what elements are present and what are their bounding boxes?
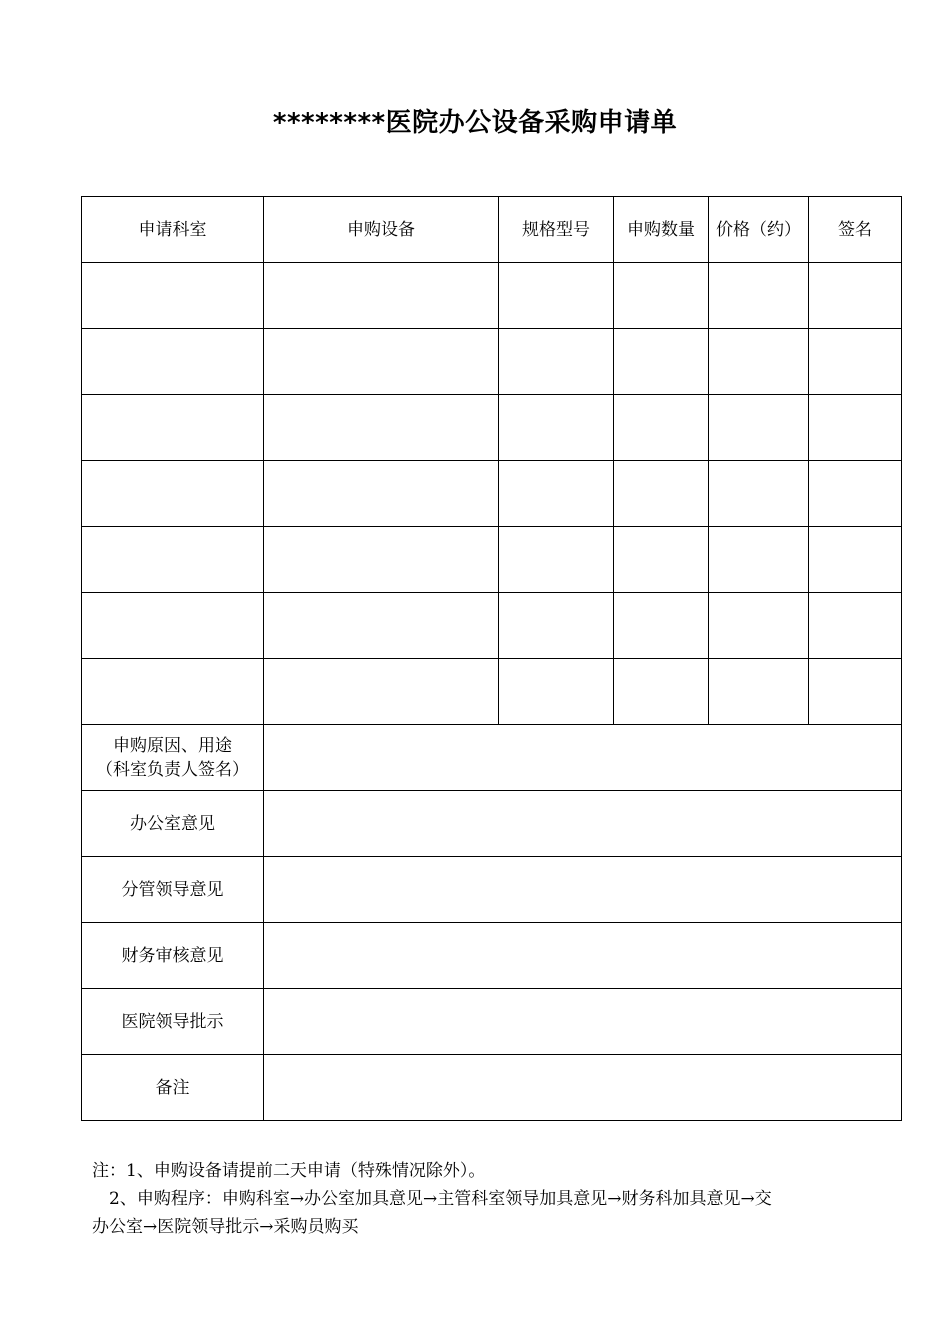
entry-cell-signature[interactable] <box>809 329 902 395</box>
section-label-line: 医院领导批示 <box>121 1011 224 1032</box>
header-equipment: 申购设备 <box>264 197 499 263</box>
entry-cell-price[interactable] <box>709 263 809 329</box>
header-signature: 签名 <box>809 197 902 263</box>
entry-cell-department[interactable] <box>82 329 264 395</box>
section-row <box>82 857 902 923</box>
entry-cell-price[interactable] <box>709 395 809 461</box>
entry-cell-price[interactable] <box>709 329 809 395</box>
entry-cell-signature[interactable] <box>809 659 902 725</box>
entry-cell-price[interactable] <box>709 461 809 527</box>
header-quantity: 申购数量 <box>614 197 709 263</box>
section-label <box>82 791 264 857</box>
entry-cell-department[interactable] <box>82 395 264 461</box>
entry-cell-department[interactable] <box>82 527 264 593</box>
entry-cell-equipment[interactable] <box>264 329 499 395</box>
section-label <box>82 857 264 923</box>
note-line-3: 办公室→医院领导批示→采购员购买 <box>92 1217 359 1237</box>
entry-row <box>82 461 902 527</box>
entry-cell-equipment[interactable] <box>264 527 499 593</box>
section-label-line: 申购原因、用途 <box>113 735 232 756</box>
entry-row <box>82 395 902 461</box>
entry-cell-spec-model[interactable] <box>499 461 614 527</box>
entry-cell-department[interactable] <box>82 461 264 527</box>
section-label <box>82 923 264 989</box>
entry-cell-signature[interactable] <box>809 263 902 329</box>
header-row <box>82 197 902 263</box>
section-label-line: 财务审核意见 <box>121 945 224 966</box>
entry-cell-equipment[interactable] <box>264 263 499 329</box>
section-value-cell[interactable] <box>264 725 902 791</box>
entry-cell-signature[interactable] <box>809 593 902 659</box>
entry-cell-department[interactable] <box>82 593 264 659</box>
entry-cell-spec-model[interactable] <box>499 527 614 593</box>
section-value-cell[interactable] <box>264 923 902 989</box>
notes-section <box>92 1157 892 1241</box>
entry-cell-price[interactable] <box>709 593 809 659</box>
section-row <box>82 791 902 857</box>
entry-cell-price[interactable] <box>709 659 809 725</box>
entry-cell-department[interactable] <box>82 659 264 725</box>
entry-cell-spec-model[interactable] <box>499 593 614 659</box>
entry-cell-equipment[interactable] <box>264 659 499 725</box>
section-label <box>82 725 264 791</box>
section-value-cell[interactable] <box>264 857 902 923</box>
header-spec-model: 规格型号 <box>499 197 614 263</box>
section-label-line: 分管领导意见 <box>121 879 224 900</box>
section-label-line: 备注 <box>155 1077 190 1098</box>
entry-cell-spec-model[interactable] <box>499 659 614 725</box>
section-row <box>82 1055 902 1121</box>
entry-cell-spec-model[interactable] <box>499 329 614 395</box>
entry-cell-department[interactable] <box>82 263 264 329</box>
section-label <box>82 989 264 1055</box>
entry-cell-quantity[interactable] <box>614 395 709 461</box>
entry-cell-equipment[interactable] <box>264 593 499 659</box>
entry-cell-quantity[interactable] <box>614 527 709 593</box>
entry-row <box>82 263 902 329</box>
entry-cell-equipment[interactable] <box>264 395 499 461</box>
page-title: ********医院办公设备采购申请单 <box>272 108 678 138</box>
entry-row <box>82 659 902 725</box>
entry-cell-quantity[interactable] <box>614 329 709 395</box>
section-value-cell[interactable] <box>264 989 902 1055</box>
entry-cell-quantity[interactable] <box>614 593 709 659</box>
entry-row <box>82 593 902 659</box>
section-label-line: （科室负责人签名） <box>96 759 249 780</box>
entry-cell-quantity[interactable] <box>614 263 709 329</box>
entry-row <box>82 527 902 593</box>
section-label <box>82 1055 264 1121</box>
note-line-1: 注：1、申购设备请提前二天申请（特殊情况除外）。 <box>92 1161 486 1181</box>
note-line-2: 2、申购程序：申购科室→办公室加具意见→主管科室领导加具意见→财务科加具意见→交 <box>109 1189 772 1209</box>
entry-cell-quantity[interactable] <box>614 659 709 725</box>
section-row <box>82 725 902 791</box>
entry-cell-spec-model[interactable] <box>499 395 614 461</box>
entry-cell-signature[interactable] <box>809 527 902 593</box>
section-value-cell[interactable] <box>264 791 902 857</box>
entry-cell-spec-model[interactable] <box>499 263 614 329</box>
purchase-request-table <box>81 196 902 1121</box>
entry-row <box>82 329 902 395</box>
header-price: 价格（约） <box>709 197 809 263</box>
section-row <box>82 989 902 1055</box>
section-value-cell[interactable] <box>264 1055 902 1121</box>
entry-cell-signature[interactable] <box>809 395 902 461</box>
header-department: 申请科室 <box>82 197 264 263</box>
section-row <box>82 923 902 989</box>
section-label-line: 办公室意见 <box>130 813 215 834</box>
entry-cell-quantity[interactable] <box>614 461 709 527</box>
entry-cell-equipment[interactable] <box>264 461 499 527</box>
entry-cell-price[interactable] <box>709 527 809 593</box>
entry-cell-signature[interactable] <box>809 461 902 527</box>
